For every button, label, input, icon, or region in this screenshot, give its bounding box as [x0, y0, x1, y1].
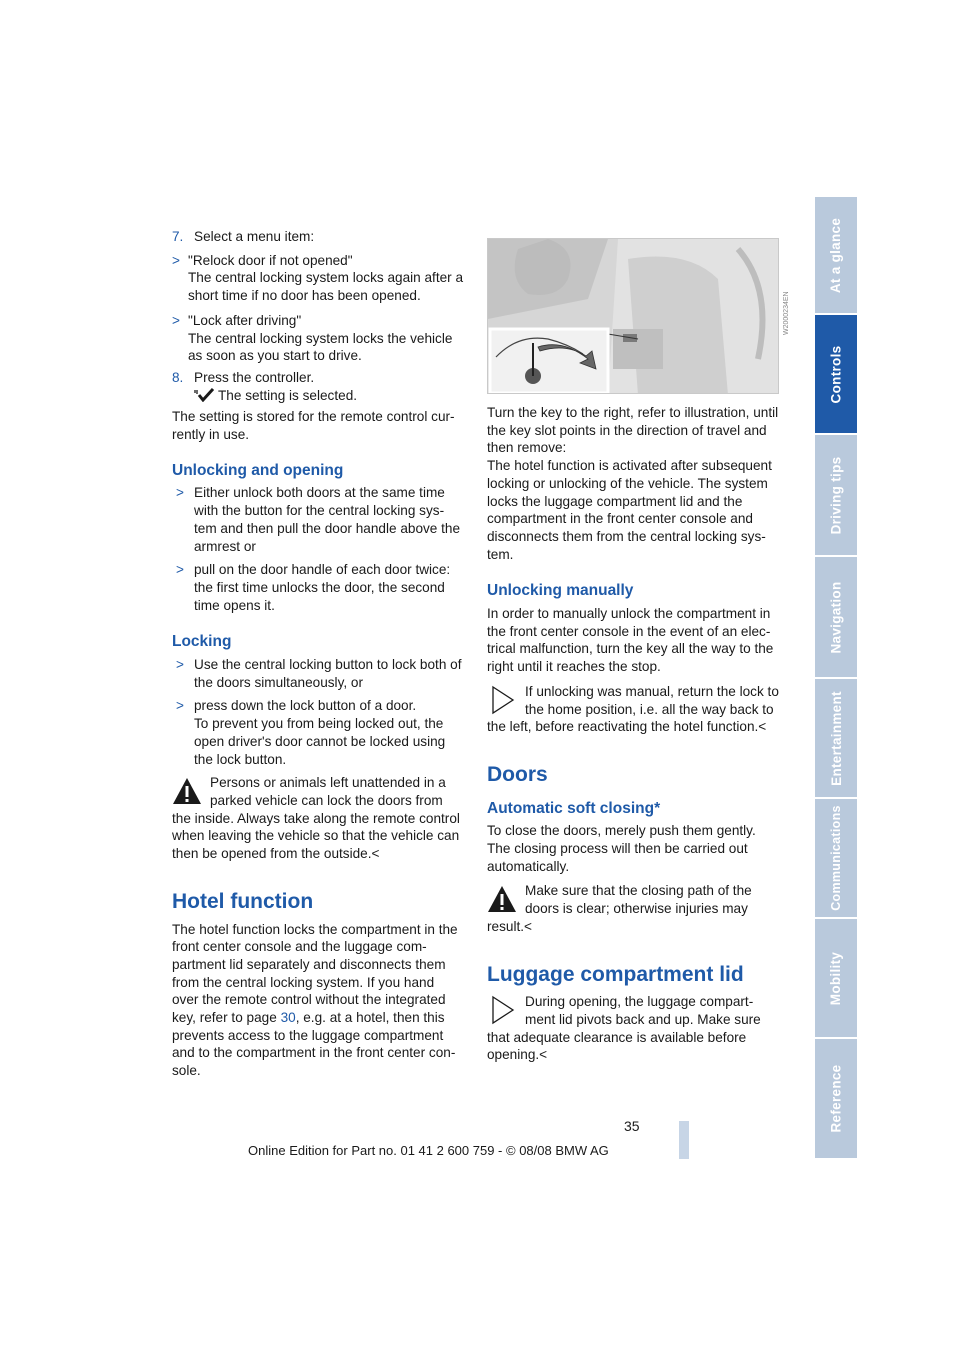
tab-reference[interactable]: Reference — [815, 1039, 857, 1160]
warning-triangle-icon — [487, 884, 517, 914]
page-number: 35 — [624, 1118, 640, 1134]
tab-mobility[interactable]: Mobility — [815, 919, 857, 1039]
locking-item-2: > press down the lock button of a door. To prevent you from being locked out, the open driver's door cannot be locked using the lock button. — [176, 698, 446, 767]
unlocking-item-2: > pull on the door handle of each door twice: the first time unlocks the door, the second time opens it. — [176, 562, 451, 613]
left-column — [172, 228, 464, 1080]
turn-key-text: Turn the key to the right, refer to illustration, until the key slot points in the direction of travel and then remove: — [487, 405, 779, 456]
key-slot-illustration — [487, 238, 779, 394]
right-column — [487, 238, 779, 1064]
unlocking-item-1: > Either unlock both doors at the same time with the button for the central locking sys-tem and then pull the door handle above the armrest or — [176, 485, 461, 554]
tab-navigation[interactable]: Navigation — [815, 557, 857, 679]
unlocking-manually-text: In order to manually unlock the compartment in the front center console in the event of an elec-trical malfunction, turn the key all the way to the right until it reaches the stop. — [487, 606, 774, 675]
hotel-activated-text: The hotel function is activated after subsequent locking or unlocking of the vehicle. The system locks the luggage compartment lid and the compartment in the front center console and disconnects them from the central locking sys-tem. — [487, 458, 772, 562]
heading-hotel-function: Hotel function — [172, 889, 314, 913]
tab-at-a-glance[interactable]: At a glance — [815, 197, 857, 315]
locking-item-1: > Use the central locking button to lock both of the doors simultaneously, or — [176, 657, 462, 690]
heading-unlocking-opening: Unlocking and opening — [172, 461, 344, 479]
warning-triangle-icon — [172, 776, 202, 806]
edition-footer: Online Edition for Part no. 01 41 2 600 759 - © 08/08 BMW AG — [248, 1143, 609, 1158]
menu-item-relock: > "Relock door if not opened" The central locking system locks again after a short time if no door has been opened. — [172, 252, 464, 304]
note-triangle-icon — [487, 995, 517, 1025]
warning-note-locking: Persons or animals left unattended in a parked vehicle can lock the doors from the inside. Always take along the remote control when leaving the vehicle so that the vehicle can then be opened from the outside.< — [172, 775, 460, 862]
note-unlocking-manually: If unlocking was manual, return the lock to the home position, i.e. all the way back to the left, before reactivating the hotel function.< — [487, 683, 779, 735]
tab-entertainment[interactable]: Entertainment — [815, 679, 857, 799]
section-tabs — [815, 197, 857, 1160]
checkmark-icon — [194, 388, 214, 402]
step-7: 7. Select a menu item: — [172, 229, 315, 244]
stored-note: The setting is stored for the remote control cur-rently in use. — [172, 409, 455, 443]
hotel-function-text: The hotel function locks the compartment in the front center console and the luggage com-partment lid separately and disconnects them from the central locking system. If you hand over the remote control without the integrated key, refer to page 30, e.g. at a hotel, then this prevents access to the luggage compartment and to the compartment in the front center con-sole. — [172, 921, 458, 1079]
warning-note-doors: Make sure that the closing path of the doors is clear; otherwise injuries may result.< — [487, 883, 752, 934]
note-luggage-compartment: During opening, the luggage compart-ment lid pivots back and up. Make sure that adequate clearance is available before opening.< — [487, 994, 761, 1063]
heading-unlocking-manually: Unlocking manually — [487, 582, 634, 600]
tab-controls[interactable]: Controls — [815, 315, 857, 435]
tab-driving-tips[interactable]: Driving tips — [815, 435, 857, 557]
footer-accent-bar — [679, 1121, 689, 1159]
heading-doors: Doors — [487, 762, 548, 786]
page-link-30[interactable]: 30 — [280, 1010, 296, 1026]
heading-automatic-soft-closing: Automatic soft closing* — [487, 799, 661, 817]
center-console-drawing — [488, 239, 779, 394]
note-triangle-icon — [487, 685, 517, 715]
step-8: 8. Press the controller. The setting is selected. — [172, 369, 358, 403]
tab-communications[interactable]: Communications — [815, 799, 857, 919]
heading-luggage-compartment-lid: Luggage compartment lid — [487, 962, 744, 986]
heading-locking: Locking — [172, 633, 232, 651]
soft-closing-text: To close the doors, merely push them gently. The closing process will then be carried out automatically. — [487, 823, 756, 874]
menu-item-lock-after-driving: > "Lock after driving" The central locking system locks the vehicle as soon as you start to drive. — [172, 312, 453, 364]
illustration-code: W2000234EN — [783, 291, 790, 335]
